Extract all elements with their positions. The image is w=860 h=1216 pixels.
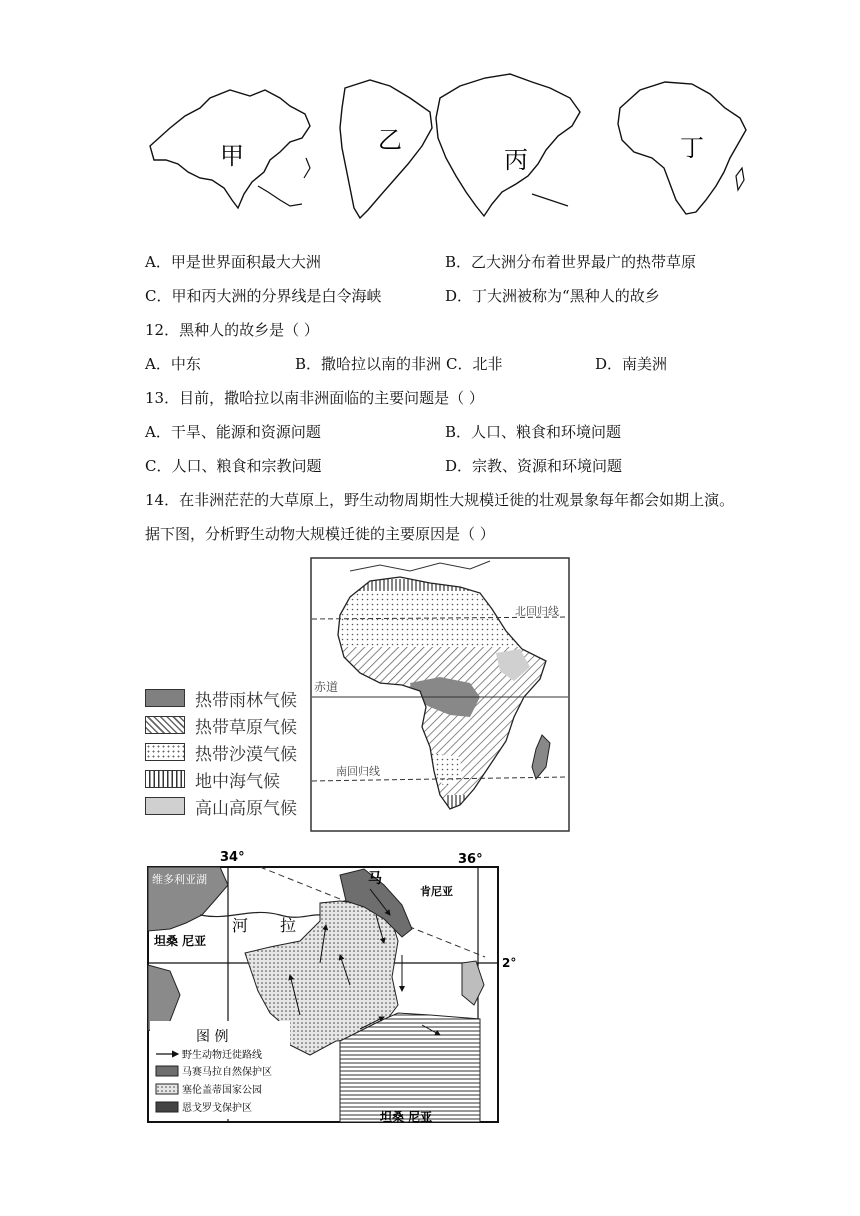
la-label: 拉 <box>280 916 297 935</box>
q13-option-c[interactable]: C．人口、粮食和宗教问题 <box>145 457 322 475</box>
migration-legend-serengeti: 塞伦盖蒂国家公园 <box>182 1085 262 1096</box>
q11-option-d[interactable]: D．丁大洲被称为“黑种人的故乡 <box>445 287 660 305</box>
legend-desert <box>145 741 297 763</box>
legend-mediterranean <box>145 768 280 790</box>
continent-label-bing: 丙 <box>504 146 528 174</box>
q11-option-b[interactable]: B．乙大洲分布着世界最广的热带草原 <box>445 253 697 271</box>
lake-label: 维多利亚湖 <box>152 873 207 886</box>
river-label: 河 <box>232 916 249 935</box>
lat-2-label: 2° <box>502 956 517 970</box>
legend-swatch-dots <box>145 743 185 761</box>
africa-climate-map <box>310 557 570 832</box>
south-tropic-label: 南回归线 <box>336 765 380 778</box>
legend-label: 热带草原气候 <box>195 717 297 738</box>
migration-legend-ngorongoro: 恩戈罗戈保护区 <box>182 1103 252 1114</box>
legend-label: 高山高原气候 <box>195 798 297 819</box>
q12-option-d[interactable]: D．南美洲 <box>595 355 668 373</box>
continent-label-ding: 丁 <box>680 134 704 162</box>
north-america-outline <box>436 74 580 216</box>
q12-option-b[interactable]: B．撒哈拉以南的非洲 <box>295 355 442 373</box>
legend-swatch-light <box>145 797 185 815</box>
continents-figure <box>140 68 750 228</box>
q13-option-b[interactable]: B．人口、粮食和环境问题 <box>445 423 622 441</box>
migration-map <box>140 845 520 1130</box>
migration-legend-route: 野生动物迁徙路线 <box>182 1050 262 1061</box>
legend-swatch-vlines <box>145 770 185 788</box>
tanzania-top-label: 坦桑 尼亚 <box>154 934 207 948</box>
continent-label-yi: 乙 <box>378 126 402 154</box>
q13-option-d[interactable]: D．宗教、资源和环境问题 <box>445 457 623 475</box>
kenya-label: 肯尼亚 <box>420 885 453 898</box>
ma-label: 马 <box>368 871 382 887</box>
lon-36-label: 36° <box>458 852 483 867</box>
legend-savanna <box>145 714 297 736</box>
north-tropic-label: 北回归线 <box>515 605 559 618</box>
continent-label-jia: 甲 <box>220 142 244 170</box>
q11-option-c[interactable]: C．甲和丙大洲的分界线是白令海峡 <box>145 287 382 305</box>
q13-option-a[interactable]: A．干旱、能源和资源问题 <box>145 423 321 441</box>
legend-rainforest <box>145 687 297 709</box>
q14-stem-line1: 14．在非洲茫茫的大草原上，野生动物周期性大规模迁徙的壮观景象每年都会如期上演。 <box>145 491 735 509</box>
q11-option-a[interactable]: A．甲是世界面积最大大洲 <box>145 253 321 271</box>
equator-label: 赤道 <box>314 680 339 694</box>
legend-highland <box>145 795 297 817</box>
migration-legend-title: 图 例 <box>196 1029 229 1045</box>
q14-stem-line2: 据下图，分析野生动物大规模迁徙的主要原因是（ ） <box>145 525 495 543</box>
q12-option-a[interactable]: A．中东 <box>145 355 201 373</box>
legend-label: 热带沙漠气候 <box>195 744 297 765</box>
tanzania-bottom-label: 坦桑 尼亚 <box>380 1110 433 1124</box>
q12-stem: 12．黑种人的故乡是（ ） <box>145 321 319 339</box>
legend-swatch-dark <box>145 689 185 707</box>
migration-legend-masai: 马赛马拉自然保护区 <box>182 1067 272 1078</box>
legend-swatch-hatch <box>145 716 185 734</box>
legend-label: 地中海气候 <box>195 771 280 792</box>
legend-label: 热带雨林气候 <box>195 690 297 711</box>
q12-option-c[interactable]: C．北非 <box>446 355 503 373</box>
lon-34-label: 34° <box>220 850 245 865</box>
q13-stem: 13．目前，撒哈拉以南非洲面临的主要问题是（ ） <box>145 389 484 407</box>
